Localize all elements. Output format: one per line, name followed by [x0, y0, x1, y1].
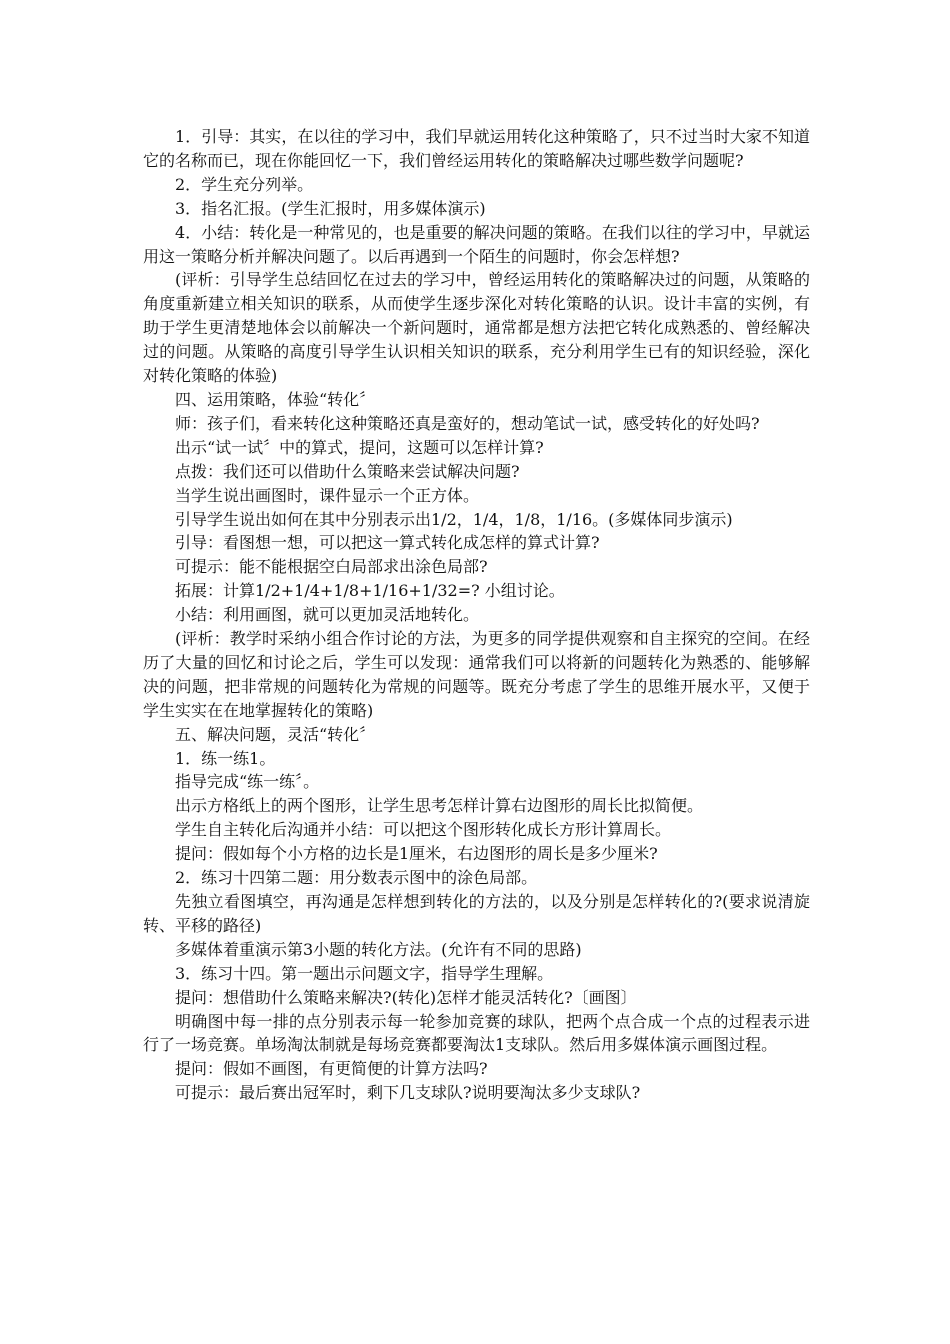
document-body	[143, 125, 810, 1105]
paragraph-convert-rectangle: 学生自主转化后沟通并小结：可以把这个图形转化成长方形计算周长。	[175, 820, 672, 840]
section-heading-solve-problems: 五、解决问题，灵活“转化〞	[175, 724, 376, 744]
paragraph-students-list: 2．学生充分列举。	[175, 174, 314, 194]
paragraph-hint-champion: 可提示：最后赛出冠军时，剩下几支球队?说明要淘汰多少支球队?	[175, 1083, 641, 1103]
paragraph-multimedia-demo: 多媒体着重演示第3小题的转化方法。(允许有不同的思路)	[175, 939, 582, 959]
paragraph-question-strategy: 提问：想借助什么策略来解决?(转化)怎样才能灵活转化?〔画图〕	[175, 987, 637, 1007]
paragraph-summary-drawing: 小结：利用画图，就可以更加灵活地转化。	[175, 605, 480, 625]
paragraph-guide-complete: 指导完成“练一练〞。	[175, 772, 320, 792]
paragraph-grid-figures: 出示方格纸上的两个图形，让学生思考怎样计算右边图形的周长比拟简便。	[175, 796, 704, 816]
paragraph-knockout-explanation: 明确图中每一排的点分别表示每一轮参加竞赛的球队，把两个点合成一个点的过程表示进行了一场竞赛。单场淘汰制就是每场竞赛都要淘汰1支球队。然后用多媒体演示画图过程。	[143, 1011, 810, 1055]
paragraph-question-perimeter: 提问：假如每个小方格的边长是1厘米，右边图形的周长是多少厘米?	[175, 844, 658, 864]
paragraph-hint-blank: 可提示：能不能根据空白局部求出涂色局部?	[175, 557, 488, 577]
paragraph-report: 3．指名汇报。(学生汇报时，用多媒体演示)	[175, 198, 486, 218]
paragraph-guide-recall: 1．引导：其实，在以往的学习中，我们早就运用转化这种策略了，只不过当时大家不知道它的名称而已，现在你能回忆一下，我们曾经运用转化的策略解决过哪些数学问题呢?	[143, 127, 810, 170]
paragraph-teacher-prompt: 师：孩子们，看来转化这种策略还真是蛮好的，想动笔试一试，感受转化的好处吗?	[175, 413, 760, 433]
paragraph-extension: 拓展：计算1/2+1/4+1/8+1/16+1/32=? 小组讨论。	[175, 581, 565, 601]
paragraph-commentary-1: (评析：引导学生总结回忆在过去的学习中，曾经运用转化的策略解决过的问题，从策略的角度重新建立相关知识的联系，从而使学生逐步深化对转化策略的认识。设计丰富的实例，有助于学生更清楚地体会以前解决一个新问题时，通常都是想方法把它转化成熟悉的、曾经解决过的问题。从策略的高度引导学生认识相关知识的联系，充分利用学生已有的知识经验，深化对转化策略的体验)	[143, 270, 810, 386]
paragraph-question-simpler: 提问：假如不画图，有更简便的计算方法吗?	[175, 1059, 488, 1079]
paragraph-summary: 4．小结：转化是一种常见的，也是重要的解决问题的策略。在我们以往的学习中，早就运用这一策略分析并解决问题了。以后再遇到一个陌生的问题时，你会怎样想?	[143, 222, 810, 266]
section-heading-apply-strategy: 四、运用策略，体验“转化〞	[175, 389, 376, 409]
paragraph-fill-in: 先独立看图填空，再沟通是怎样想到转化的方法的，以及分别是怎样转化的?(要求说清旋转、平移的路径)	[143, 892, 810, 935]
paragraph-exercise-2: 2．练习十四第二题：用分数表示图中的涂色局部。	[175, 868, 538, 888]
paragraph-practice-1: 1．练一练1。	[175, 748, 276, 768]
paragraph-hint-strategy: 点拨：我们还可以借助什么策略来尝试解决问题?	[175, 461, 520, 481]
paragraph-guide-look: 引导：看图想一想，可以把这一算式转化成怎样的算式计算?	[175, 533, 600, 553]
paragraph-fractions: 引导学生说出如何在其中分别表示出1/2，1/4，1/8，1/16。(多媒体同步演示)	[175, 509, 733, 529]
paragraph-exercise-3: 3．练习十四。第一题出示问题文字，指导学生理解。	[175, 963, 554, 983]
paragraph-show-square: 当学生说出画图时，课件显示一个正方体。	[175, 485, 480, 505]
paragraph-commentary-2: (评析：教学时采纳小组合作讨论的方法，为更多的同学提供观察和自主探究的空间。在经历了大量的回忆和讨论之后，学生可以发现：通常我们可以将新的问题转化为熟悉的、能够解决的问题，把非常规的问题转化为常规的问题等。既充分考虑了学生的思维开展水平，又便于学生实实在在地掌握转化的策略)	[143, 629, 810, 720]
paragraph-show-formula: 出示“试一试〞中的算式，提问，这题可以怎样计算?	[175, 437, 544, 457]
